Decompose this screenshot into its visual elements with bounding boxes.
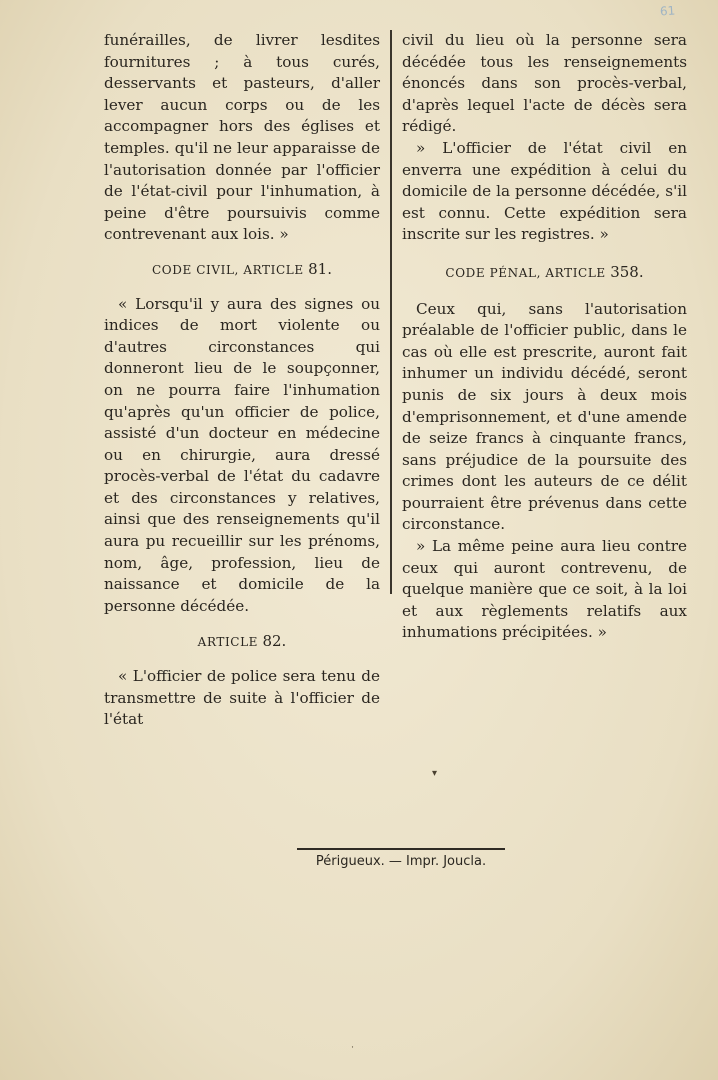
heading-label: CODE PÉNAL, ARTICLE (445, 265, 606, 280)
ink-speck: ▾ (432, 768, 438, 779)
column-divider (390, 30, 392, 594)
left-column (104, 30, 380, 731)
right-paragraph-3: Ceux qui, sans l'autorisation préalable de l'officier public, dans le cas où elle est prescrite, auront fait inhumer un individu décédé, seront punis de six jours à deux mois d'emprisonnement, et d'une amende de seize francs à cinquante francs, sans préjudice de la poursuite des crimes dont les auteurs de ce délit pourraient être prévenus dans cette circonstance. (402, 299, 687, 534)
left-paragraph-3: « L'officier de police sera tenu de transmettre de suite à l'officier de l'état (104, 667, 380, 729)
left-paragraph-2: « Lorsqu'il y aura des signes ou indices de mort violente ou d'autres circonstances qui donneront lieu de le soupçonner, on ne pourra faire l'inhumation qu'après qu'un officier de police, assisté d'un docteur en médecine ou en chirurgie, aura dressé procès-verbal de l'état du cadavre et des circonstances y relatives, ainsi que des renseignements qu'il aura pu recueillir sur les prénoms, nom, âge, profession, lieu de naissance et domicile de la personne décédée. (104, 294, 380, 615)
heading-number: 81. (308, 259, 332, 278)
right-column (402, 30, 687, 644)
right-paragraph-1: civil du lieu où la personne sera décédée tous les renseignements énoncés dans son procès-verbal, d'après lequel l'acte de décès sera rédigé. (402, 31, 687, 136)
right-paragraph-2: » L'officier de l'état civil en enverra une expédition à celui du domicile de la personne décédée, s'il est connu. Cette expédition sera inscrite sur les registres. » (402, 138, 687, 244)
heading-code-civil-81 (104, 259, 380, 282)
heading-number: 82. (262, 632, 287, 651)
heading-article-82 (104, 631, 380, 654)
footer-rule (297, 848, 505, 850)
heading-label: CODE CIVIL, ARTICLE (152, 262, 304, 277)
corner-mark: 61 (659, 3, 676, 19)
ink-speck: ˙ (350, 1046, 355, 1057)
heading-label: ARTICLE (197, 635, 259, 650)
printer-imprint: Périgueux. — Impr. Joucla. (315, 854, 487, 869)
heading-number: 358. (610, 262, 644, 281)
heading-code-penal-358 (402, 262, 687, 285)
right-paragraph-4: » La même peine aura lieu contre ceux qui auront contrevenu, de quelque manière que ce soit, à la loi et aux règlements relatifs aux inhumations précipitées. » (402, 537, 687, 642)
left-paragraph-1: funérailles, de livrer lesdites fournitures ; à tous curés, desservants et pasteurs, d'aller lever aucun corps ou de les accompagner hors des églises et temples. qu'il ne leur apparaisse de l'autorisation donnée par l'officier de l'état-civil pour l'inhumation, à peine d'être poursuivis comme contrevenant aux lois. » (104, 31, 380, 244)
